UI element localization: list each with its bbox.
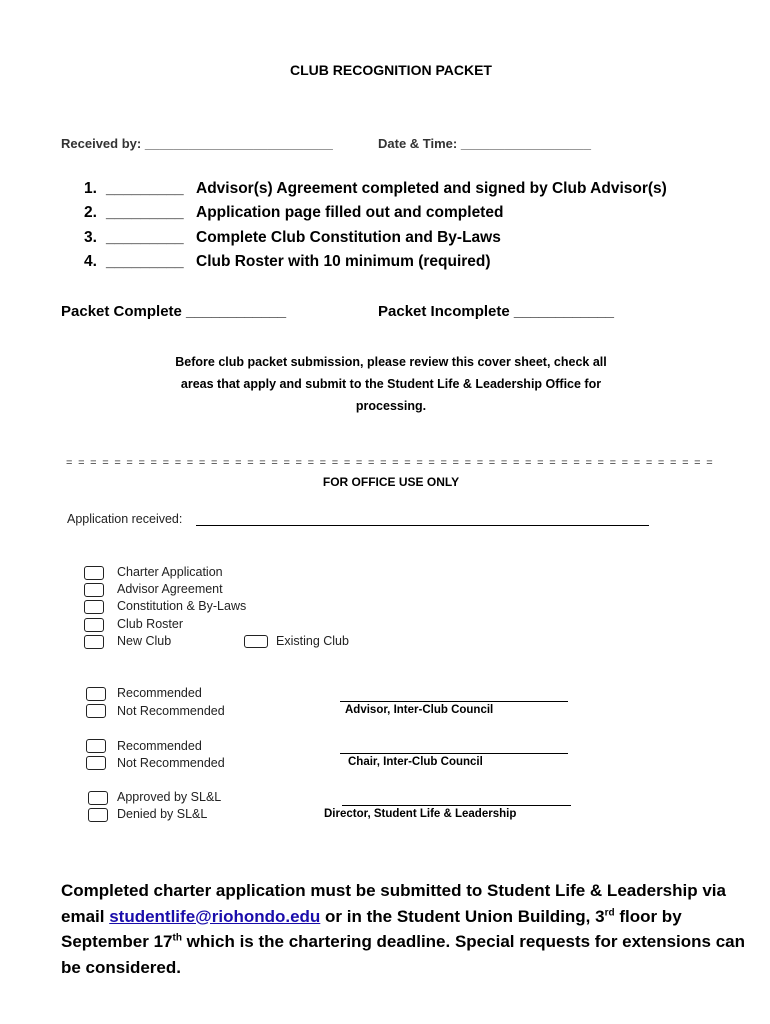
item-number: 2. xyxy=(84,204,97,221)
checklist-item xyxy=(84,253,491,271)
email-link[interactable]: studentlife@riohondo.edu xyxy=(109,906,321,926)
existing-club-label: Existing Club xyxy=(276,634,349,648)
section-divider: = = = = = = = = = = = = = = = = = = = = = = = = = = = = = = = = = = = = = = = = = = = = = = = = = = = = = = xyxy=(66,457,714,469)
date-time-field[interactable]: Date & Time: __________________ xyxy=(378,136,591,151)
item-number: 1. xyxy=(84,180,97,197)
existing-club-checkbox[interactable] xyxy=(244,635,268,648)
not-recommended-label: Not Recommended xyxy=(117,756,225,770)
ordinal-suffix: th xyxy=(172,932,182,944)
item-blank[interactable]: _________ xyxy=(106,229,184,246)
recommended-checkbox[interactable] xyxy=(86,739,106,753)
item-number: 3. xyxy=(84,229,97,246)
packet-complete-field[interactable]: Packet Complete ____________ xyxy=(61,303,287,320)
approved-label: Approved by SL&L xyxy=(117,790,222,804)
checklist-item xyxy=(84,229,501,247)
club-roster-label: Club Roster xyxy=(117,617,183,631)
signer-title: Advisor, Inter-Club Council xyxy=(345,704,494,716)
club-roster-checkbox[interactable] xyxy=(84,618,104,632)
new-club-label: New Club xyxy=(117,634,172,648)
advisor-agreement-label: Advisor Agreement xyxy=(117,582,223,596)
not-recommended-checkbox[interactable] xyxy=(86,756,106,770)
recommended-label: Recommended xyxy=(117,686,202,700)
received-by-field[interactable]: Received by: __________________________ xyxy=(61,136,333,151)
item-number: 4. xyxy=(84,253,97,270)
advisor-agreement-checkbox[interactable] xyxy=(84,583,104,597)
item-text: Club Roster with 10 minimum (required) xyxy=(196,253,491,270)
office-use-heading: FOR OFFICE USE ONLY xyxy=(322,475,460,489)
item-blank[interactable]: _________ xyxy=(106,180,184,197)
note-line: areas that apply and submit to the Student Life & Leadership Office for xyxy=(180,377,602,391)
new-club-checkbox[interactable] xyxy=(84,635,104,649)
note-line: processing. xyxy=(355,399,427,413)
constitution-bylaws-checkbox[interactable] xyxy=(84,600,104,614)
instructions-note xyxy=(0,351,770,417)
application-received-line[interactable] xyxy=(196,525,649,526)
footer-text: or in the Student Union Building, 3 xyxy=(320,906,605,926)
footer-text: which is the chartering deadline. Special requests for extensions can be considered. xyxy=(61,932,746,977)
charter-application-checkbox[interactable] xyxy=(84,566,104,580)
ordinal-suffix: rd xyxy=(604,906,615,918)
signature-line[interactable] xyxy=(342,805,571,806)
signature-line[interactable] xyxy=(340,701,568,702)
not-recommended-checkbox[interactable] xyxy=(86,704,106,718)
signer-title: Director, Student Life & Leadership xyxy=(324,808,517,820)
recommended-checkbox[interactable] xyxy=(86,687,106,701)
item-text: Advisor(s) Agreement completed and signed by Club Advisor(s) xyxy=(196,180,667,197)
footer-text: Completed charter application must be submitted to Student Life & Leadership via email xyxy=(61,881,726,926)
item-text: Complete Club Constitution and By-Laws xyxy=(196,229,501,246)
packet-incomplete-field[interactable]: Packet Incomplete ____________ xyxy=(378,303,614,320)
item-blank[interactable]: _________ xyxy=(106,204,184,221)
item-text: Application page filled out and completed xyxy=(196,204,504,221)
not-recommended-label: Not Recommended xyxy=(117,704,225,718)
signer-title: Chair, Inter-Club Council xyxy=(348,756,483,768)
recommended-label: Recommended xyxy=(117,739,202,753)
approved-checkbox[interactable] xyxy=(88,791,108,805)
charter-application-label: Charter Application xyxy=(117,565,223,579)
constitution-bylaws-label: Constitution & By-Laws xyxy=(117,599,247,613)
note-line: Before club packet submission, please review this cover sheet, check all xyxy=(175,355,607,369)
checklist-item xyxy=(84,204,503,222)
footer-text: floor by September 17 xyxy=(61,906,682,951)
checklist-item xyxy=(84,180,667,198)
application-received-label: Application received: xyxy=(67,512,183,526)
denied-label: Denied by SL&L xyxy=(117,807,208,821)
submission-instructions xyxy=(61,878,751,980)
page-title: CLUB RECOGNITION PACKET xyxy=(290,62,492,78)
signature-line[interactable] xyxy=(340,753,568,754)
denied-checkbox[interactable] xyxy=(88,808,108,822)
item-blank[interactable]: _________ xyxy=(106,253,184,270)
